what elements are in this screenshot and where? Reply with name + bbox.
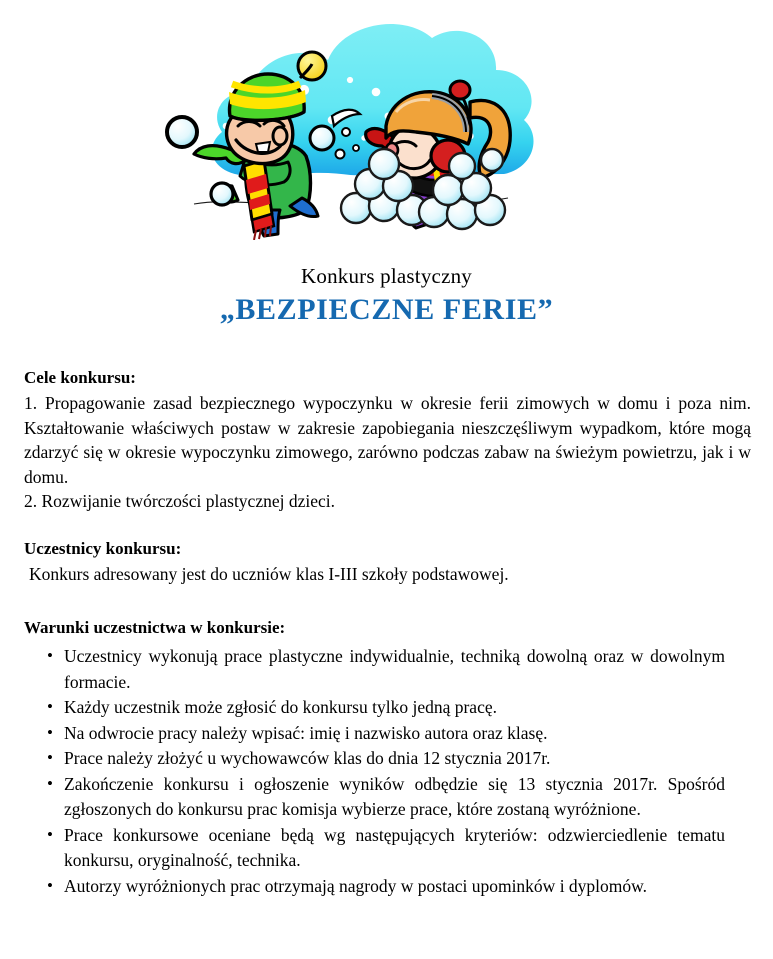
list-item: • Autorzy wyróżnionych prac otrzymają nagrody w postaci upominków i dyplomów. — [64, 874, 725, 900]
goals-paragraph-2: 2. Rozwijanie twórczości plastycznej dzieci. — [24, 491, 335, 511]
goals-heading: Cele konkursu: — [24, 368, 136, 387]
participants-heading: Uczestnicy konkursu: — [24, 538, 182, 558]
list-item: • Prace należy złożyć u wychowawców klas do dnia 12 stycznia 2017r. — [64, 746, 725, 772]
document-body — [0, 366, 773, 899]
section-goals — [0, 366, 773, 514]
list-item: • Prace konkursowe oceniane będą wg następujących kryteriów: odzwierciedlenie tematu konkursu, oryginalność, technika. — [64, 823, 725, 874]
section-participants — [0, 537, 773, 587]
list-item: • Każdy uczestnik może zgłosić do konkursu tylko jedną pracę. — [64, 695, 725, 721]
contest-subtitle: Konkurs plastyczny — [301, 264, 472, 288]
conditions-heading: Warunki uczestnictwa w konkursie: — [24, 618, 286, 637]
flying-snowball — [167, 117, 197, 147]
list-item: • Na odwrocie pracy należy wpisać: imię i nazwisko autora oraz klasę. — [64, 721, 725, 747]
snowball-fight-scene — [160, 8, 560, 240]
conditions-list — [0, 644, 773, 899]
spacer-after-goals — [0, 514, 773, 537]
list-item: • Zakończenie konkursu i ogłoszenie wyników odbędzie się 13 stycznia 2017r. Spośród zgłoszonych do konkursu prac komisja wybierze prace, które zostaną wyróżnione. — [64, 772, 725, 823]
list-item: • Uczestnicy wykonują prace plastyczne indywidualnie, techniką dowolną oraz w dowolnym formacie. — [64, 644, 725, 695]
participants-paragraph: Konkurs adresowany jest do uczniów klas I-III szkoły podstawowej. — [29, 563, 509, 584]
spacer-after-participants — [0, 586, 773, 616]
goals-paragraph-1: 1. Propagowanie zasad bezpiecznego wypoczynku w okresie ferii zimowych w domu i poza nim. Kształtowanie właściwych postaw w zakresie zapobiegania nieszczęśliwym wypadkom, które mogą zdarzyć się w okresie wypoczynku zimowego, zarówno podczas zabaw na świeżym powietrzu, jak i w domu. — [24, 393, 751, 487]
document-title-block — [0, 262, 773, 330]
section-conditions — [0, 616, 773, 899]
contest-title: „BEZPIECZNE FERIE” — [219, 293, 554, 326]
winter-clipart-illustration — [160, 8, 560, 240]
